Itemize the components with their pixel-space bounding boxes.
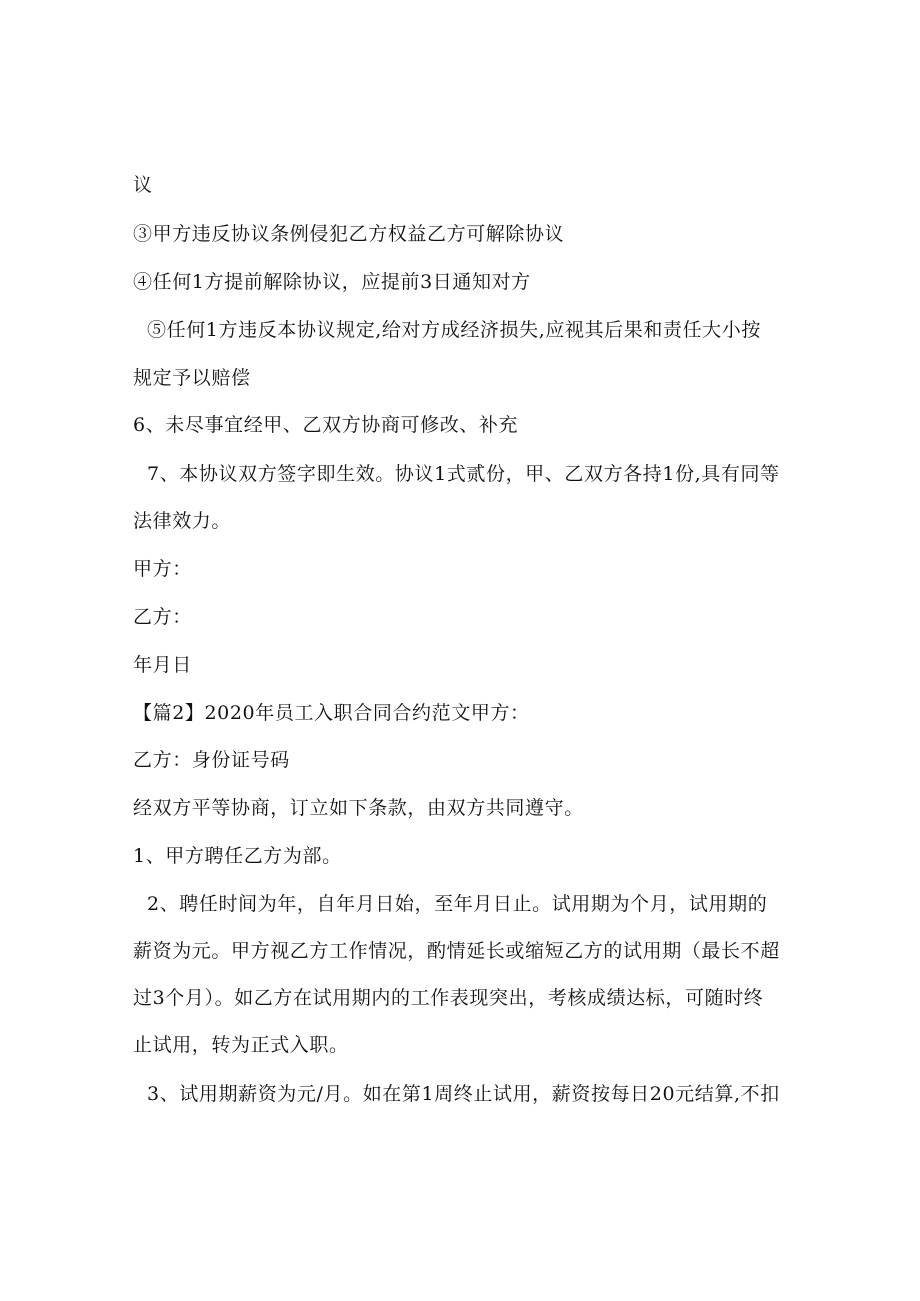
party-b-id-line: 乙方：身份证号码 — [133, 749, 290, 771]
party-a-label: 甲方： — [133, 558, 192, 580]
date-label: 年月日 — [133, 654, 192, 676]
text-line-14: 经双方平等协商，订立如下条款，由双方共同遵守。 — [133, 797, 584, 819]
text-line-8: 法律效力。 — [133, 510, 232, 532]
text-line-4: ⑤任何1方违反本协议规定,给对方成经济损失,应视其后果和责任大小按 — [147, 319, 761, 341]
text-line-1: 议 — [133, 174, 153, 196]
text-line-17: 薪资为元。甲方视乙方工作情况，酌情延长或缩短乙方的试用期（最长不超 — [133, 940, 780, 962]
text-line-6: 6、未尽事宜经甲、乙双方协商可修改、补充 — [133, 414, 519, 436]
text-line-3: ④任何1方提前解除协议，应提前3日通知对方 — [133, 271, 531, 293]
text-line-15: 1、甲方聘任乙方为部。 — [133, 845, 342, 867]
text-line-16: 2、聘任时间为年，自年月日始，至年月日止。试用期为个月，试用期的 — [147, 893, 768, 915]
text-line-7: 7、本协议双方签字即生效。协议1式贰份，甲、乙双方各持1份,具有同等 — [147, 463, 780, 485]
text-line-18: 过3个月）。如乙方在试用期内的工作表现突出，考核成绩达标，可随时终 — [133, 987, 764, 1009]
text-line-5: 规定予以赔偿 — [133, 367, 251, 389]
party-b-label: 乙方： — [133, 606, 192, 628]
text-line-2: ③甲方违反协议条例侵犯乙方权益乙方可解除协议 — [133, 223, 565, 245]
text-line-19: 止试用，转为正式入职。 — [133, 1034, 349, 1056]
text-line-20: 3、试用期薪资为元/月。如在第1周终止试用，薪资按每日20元结算,不扣 — [147, 1083, 780, 1105]
section-title: 【篇2】2020年员工入职合同合约范文甲方： — [133, 702, 530, 724]
